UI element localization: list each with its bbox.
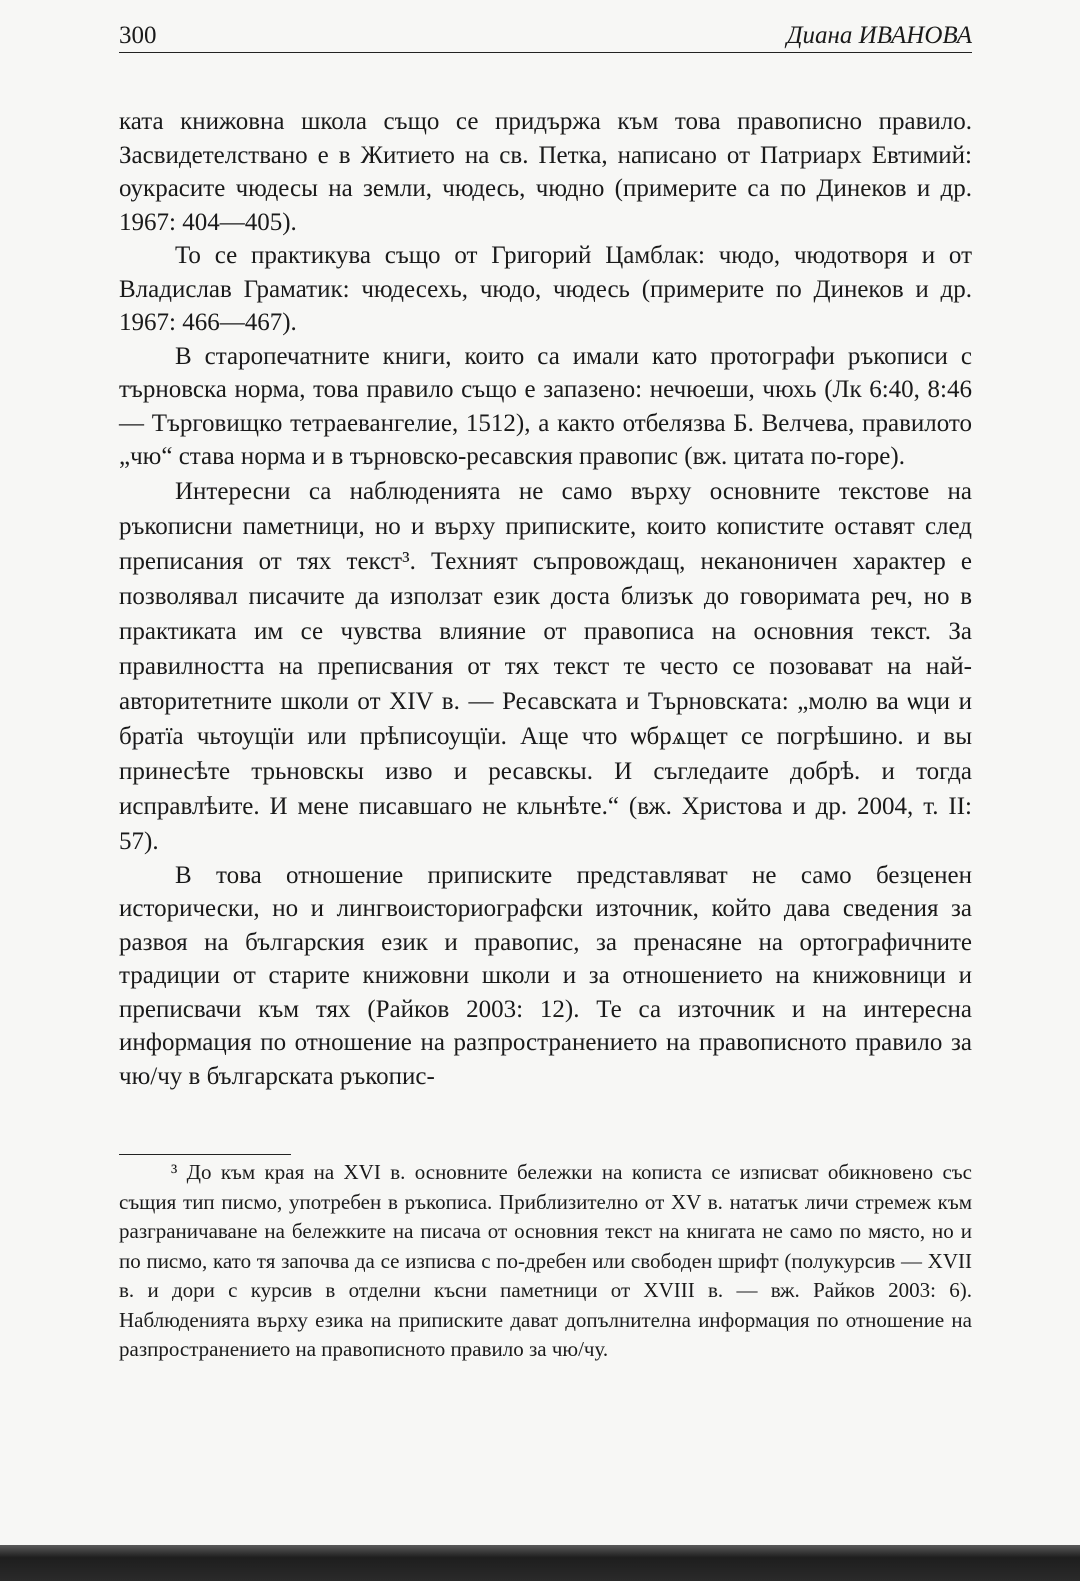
footnote-divider [119,1154,291,1155]
paragraph-colophons-value: В това отношение приписките представляват не само безценен исторически, но и лингвоисториографски източник, който дава сведения за развоя на българския език и правопис, за пренасяне на ортографичните традиции от старите книжовни школи и за отношението на книжовници и преписвачи към тях (Райков 2003: 12). Те са източник и на интересна информация по отношение на разпространението на правописното правило за чю/чу в българската ръкопис- [119,861,972,1090]
running-head-author: Диана ИВАНОВА [786,22,972,49]
footnote-3: ³ До към края на XVI в. основните бележки на кописта се изписват обикновено със същия тип писмо, употребен в ръкописа. Приблизително от XV в. нататък личи стремеж към разграничаване на бележките на писача от основния текст на книгата не само по място, но и по писмо, като тя започва да се изписва с по-дребен или свободен шрифт (полукурсив — XVII в. и дори с курсив в отделни късни паметници от XVIII в. — вж. Райков 2003: 6). Наблюденията върху езика на приписките дават допълнителна информация по отношение на разпространението на правописното правило за чю/чу. [119,1160,972,1361]
page-header [119,18,972,53]
main-text [119,105,972,1093]
page-number: 300 [119,22,157,49]
paragraph-tsamblak: То се практикува също от Григорий Цамблак: чюдо, чюдотворя и от Владислав Граматик: чюдесехь, чюдо, чюдесь (примерите по Динеков и др. 1967: 466—467). [119,242,972,336]
scan-bottom-edge [0,1545,1080,1581]
paragraph-old-printed-books: В старопечатните книги, които са имали като протографи ръкописи с търновска норма, това правило също е запазено: нечюеши, чюхь (Лк 6:40, 8:46 — Търговищко тетраевангелие, 1512), а както отбелязва Б. Велчева, правилото „чю“ става норма и в търновско-ресавския правопис (вж. цитата по-горе). [119,342,972,470]
paragraph-continued: ката книжовна школа също се придържа към това правописно правило. Засвидетелствано е в Житието на св. Петка, написано от Патриарх Евтимий: оукрасите чюдесы на земли, чюдесь, чюдно (примерите са по Динеков и др. 1967: 404—405). [119,108,972,236]
paragraph-colophons: Интересни са наблюденията не само върху основните текстове на ръкописни паметници, но и върху приписките, които копистите оставят след преписания от тях текст³. Техният съпровождащ, неканоничен характер е позволявал писачите да използат език доста близък до говоримата реч, но в практиката им се чувства влияние от правописа на основния текст. За правилността на преписвания от тях текст те често се позовават на най-авторитетните школи от XIV в. — Ресавската и Търновската: „молю ва ѡци и братїа чьтоущїи или прѣписоущїи. Аще что ѡбрѧщет се погрѣшино. и вы принесѣте трьновскы изво и ресавскы. И съгледаите добрѣ. и тогда исправлѣите. И мене писавшаго не кльнѣте.“ (вж. Христова и др. 2004, т. II: 57). [119,477,972,855]
